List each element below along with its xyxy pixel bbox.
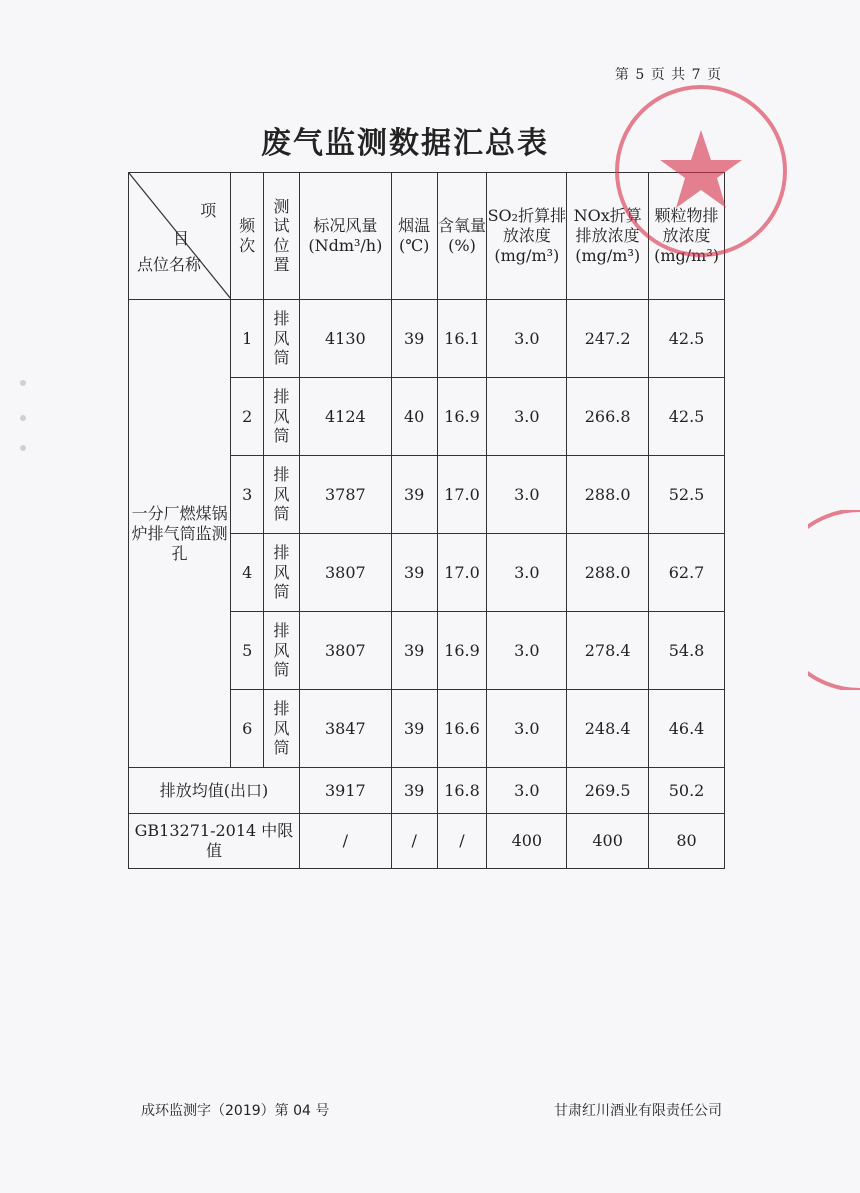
cell-nox: 288.0 bbox=[567, 456, 649, 534]
limit-nox: 400 bbox=[567, 814, 649, 869]
average-pm: 50.2 bbox=[649, 768, 725, 814]
cell-so2: 3.0 bbox=[487, 300, 567, 378]
limit-so2: 400 bbox=[487, 814, 567, 869]
header-pm: 颗粒物排放浓度(mg/m³) bbox=[649, 173, 725, 300]
cell-pm: 42.5 bbox=[649, 300, 725, 378]
cell-frequency: 4 bbox=[231, 534, 264, 612]
cell-temperature: 39 bbox=[391, 300, 437, 378]
cell-oxygen: 16.6 bbox=[437, 690, 487, 768]
emissions-table bbox=[128, 172, 725, 869]
cell-flow: 4124 bbox=[299, 378, 391, 456]
cell-position: 排风筒 bbox=[264, 690, 300, 768]
cell-temperature: 39 bbox=[391, 612, 437, 690]
average-nox: 269.5 bbox=[567, 768, 649, 814]
cell-position: 排风筒 bbox=[264, 612, 300, 690]
cell-pm: 46.4 bbox=[649, 690, 725, 768]
cell-frequency: 6 bbox=[231, 690, 264, 768]
header-oxygen: 含氧量(%) bbox=[437, 173, 487, 300]
diagonal-header-cell bbox=[129, 173, 231, 300]
cell-flow: 4130 bbox=[299, 300, 391, 378]
cell-so2: 3.0 bbox=[487, 612, 567, 690]
cell-so2: 3.0 bbox=[487, 378, 567, 456]
average-so2: 3.0 bbox=[487, 768, 567, 814]
cell-nox: 247.2 bbox=[567, 300, 649, 378]
cell-oxygen: 16.1 bbox=[437, 300, 487, 378]
cell-pm: 42.5 bbox=[649, 378, 725, 456]
cell-position: 排风筒 bbox=[264, 300, 300, 378]
cell-nox: 266.8 bbox=[567, 378, 649, 456]
cell-temperature: 40 bbox=[391, 378, 437, 456]
cell-temperature: 39 bbox=[391, 690, 437, 768]
limit-row bbox=[129, 814, 725, 869]
location-cell: 一分厂燃煤锅炉排气筒监测孔 bbox=[129, 300, 231, 768]
official-seal bbox=[612, 82, 790, 260]
cell-oxygen: 17.0 bbox=[437, 534, 487, 612]
cell-pm: 62.7 bbox=[649, 534, 725, 612]
cell-pm: 54.8 bbox=[649, 612, 725, 690]
document-number: 成环监测字（2019）第 04 号 bbox=[141, 1103, 330, 1119]
page-number: 第 5 页 共 7 页 bbox=[614, 67, 722, 83]
limit-label: GB13271-2014 中限值 bbox=[129, 814, 300, 869]
limit-pm: 80 bbox=[649, 814, 725, 869]
cell-frequency: 1 bbox=[231, 300, 264, 378]
cell-position: 排风筒 bbox=[264, 378, 300, 456]
limit-temperature: / bbox=[391, 814, 437, 869]
cell-oxygen: 16.9 bbox=[437, 378, 487, 456]
average-oxygen: 16.8 bbox=[437, 768, 487, 814]
cell-flow: 3847 bbox=[299, 690, 391, 768]
cell-temperature: 39 bbox=[391, 456, 437, 534]
cell-frequency: 5 bbox=[231, 612, 264, 690]
binding-hole bbox=[20, 445, 26, 451]
average-row bbox=[129, 768, 725, 814]
binding-hole bbox=[20, 415, 26, 421]
cell-position: 排风筒 bbox=[264, 456, 300, 534]
limit-oxygen: / bbox=[437, 814, 487, 869]
cell-so2: 3.0 bbox=[487, 690, 567, 768]
cell-oxygen: 17.0 bbox=[437, 456, 487, 534]
binding-hole bbox=[20, 380, 26, 386]
page-title: 废气监测数据汇总表 bbox=[261, 126, 549, 161]
cell-frequency: 3 bbox=[231, 456, 264, 534]
company-name: 甘肃红川酒业有限责任公司 bbox=[554, 1103, 722, 1119]
header-location-label: 点位名称 bbox=[137, 255, 202, 274]
header-temperature: 烟温(℃) bbox=[391, 173, 437, 300]
average-temperature: 39 bbox=[391, 768, 437, 814]
average-flow: 3917 bbox=[299, 768, 391, 814]
cell-so2: 3.0 bbox=[487, 534, 567, 612]
header-frequency: 频次 bbox=[231, 173, 264, 300]
cell-flow: 3807 bbox=[299, 534, 391, 612]
header-item-label: 项 bbox=[200, 201, 217, 220]
cell-oxygen: 16.9 bbox=[437, 612, 487, 690]
cell-pm: 52.5 bbox=[649, 456, 725, 534]
seal-fragment bbox=[808, 510, 860, 690]
limit-flow: / bbox=[299, 814, 391, 869]
cell-nox: 288.0 bbox=[567, 534, 649, 612]
header-flow: 标况风量(Ndm³/h) bbox=[299, 173, 391, 300]
header-so2: SO₂折算排放浓度(mg/m³) bbox=[487, 173, 567, 300]
header-nox: NOx折算排放浓度(mg/m³) bbox=[567, 173, 649, 300]
cell-nox: 278.4 bbox=[567, 612, 649, 690]
cell-so2: 3.0 bbox=[487, 456, 567, 534]
cell-flow: 3807 bbox=[299, 612, 391, 690]
average-label: 排放均值(出口) bbox=[129, 768, 300, 814]
cell-flow: 3787 bbox=[299, 456, 391, 534]
cell-temperature: 39 bbox=[391, 534, 437, 612]
table-row bbox=[129, 300, 725, 378]
cell-nox: 248.4 bbox=[567, 690, 649, 768]
cell-position: 排风筒 bbox=[264, 534, 300, 612]
cell-frequency: 2 bbox=[231, 378, 264, 456]
header-position: 测试位置 bbox=[264, 173, 300, 300]
header-item-label-2: 目 bbox=[173, 229, 190, 248]
